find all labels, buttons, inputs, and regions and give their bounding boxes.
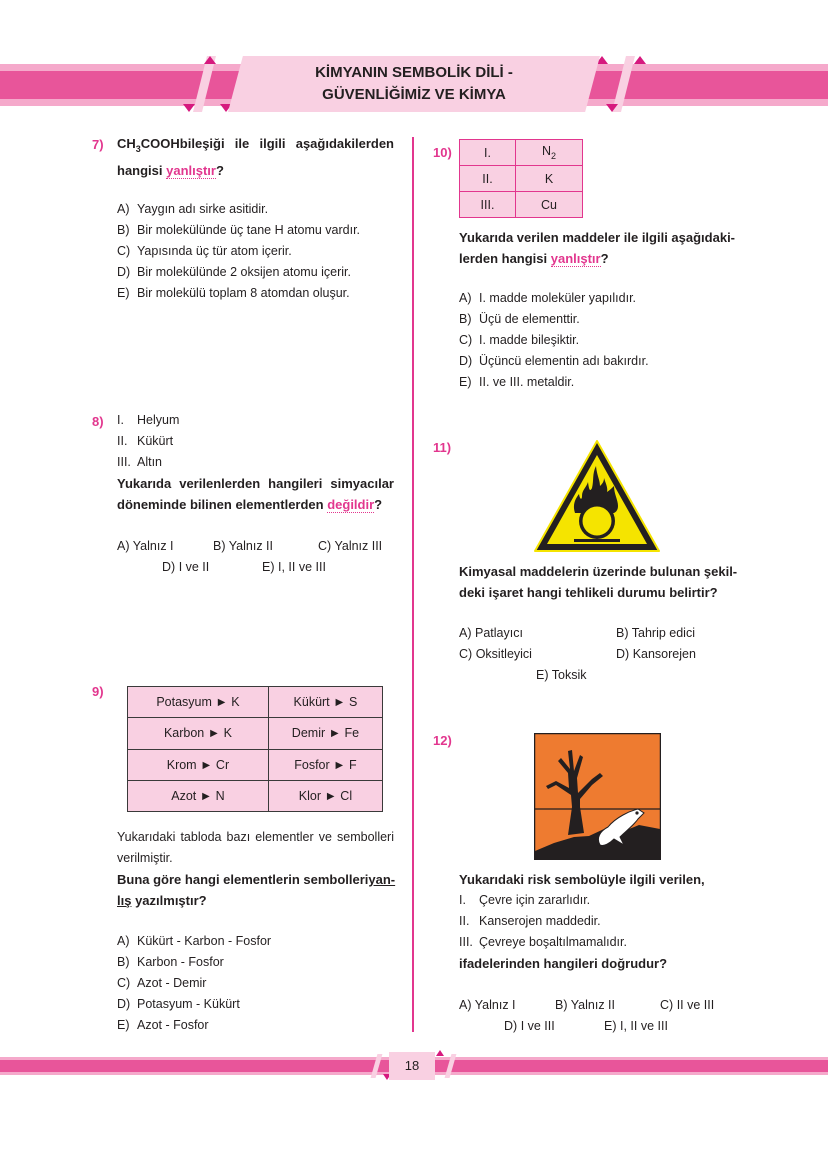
stem-text: bileşiği ile ilgili aşağıdakilerden [179, 136, 394, 151]
option-text: II ve III [676, 998, 715, 1012]
option-c[interactable] [117, 241, 292, 262]
statement-item [459, 911, 601, 932]
statement-item [117, 410, 179, 431]
emphasis-word: lış [117, 893, 132, 908]
question-stem [117, 133, 394, 181]
question-stem: Yukarıdaki risk sembolüyle ilgili verilen, [459, 872, 705, 887]
option-text: Yalnız II [228, 539, 273, 553]
table-cell: Kükürt ► S [268, 687, 382, 718]
option-text: Yalnız I [474, 998, 516, 1012]
stem-text: Yukarıda verilen maddeler ile ilgili aşağıdaki- [459, 230, 736, 245]
stem-text: ? [600, 251, 609, 266]
stem-text: Kimyasal maddelerin üzerinde bulunan şekil- [459, 564, 738, 579]
option-label: D) [117, 265, 131, 279]
table-cell: I. [460, 140, 516, 166]
header-triangle [606, 104, 618, 112]
option-e[interactable] [117, 283, 350, 304]
statement-item [459, 890, 590, 911]
option-text: Üçüncü elementin adı bakırdır. [479, 354, 649, 368]
option-label: E) [536, 668, 549, 682]
option-b[interactable] [616, 623, 695, 644]
option-b[interactable] [117, 220, 360, 241]
option-a[interactable] [459, 995, 516, 1016]
option-b[interactable] [555, 995, 615, 1016]
option-label: A) [459, 626, 472, 640]
option-text: Azot - Fosfor [137, 1018, 209, 1032]
option-e[interactable] [459, 372, 574, 393]
option-text: Patlayıcı [474, 626, 523, 640]
option-label: D) [504, 1019, 518, 1033]
option-a[interactable] [117, 199, 268, 220]
option-text: I ve II [178, 560, 210, 574]
option-e[interactable] [262, 557, 326, 578]
question-number: 8) [92, 414, 104, 429]
option-d[interactable] [504, 1016, 555, 1037]
column-divider [412, 137, 414, 1032]
option-label: C) [459, 333, 473, 347]
option-label: A) [459, 291, 472, 305]
emphasis-word: yanlıştır [550, 251, 601, 266]
option-text: Toksik [551, 668, 587, 682]
option-label: D) [162, 560, 176, 574]
option-label: B) [555, 998, 568, 1012]
option-text: Yalnız II [570, 998, 615, 1012]
option-d[interactable] [117, 262, 351, 283]
formula: CH [117, 136, 136, 151]
page-title-line2: GÜVENLİĞİMİZ VE KİMYA [322, 86, 506, 103]
emphasis-word: değildir [327, 497, 375, 512]
option-d[interactable] [616, 644, 696, 665]
question-stem [459, 227, 749, 269]
table-cell: Azot ► N [128, 780, 269, 811]
roman-numeral: I. [117, 413, 124, 427]
stem-text: Buna göre hangi elementlerin sembolleri [117, 872, 369, 887]
question-number: 7) [92, 137, 104, 152]
option-label: E) [117, 1018, 130, 1032]
option-label: B) [117, 223, 130, 237]
option-label: D) [616, 647, 630, 661]
option-text: I. madde moleküler yapılıdır. [479, 291, 637, 305]
header-triangle [183, 104, 195, 112]
option-label: A) [117, 202, 130, 216]
option-text: Kansorejen [632, 647, 696, 661]
stem-text: Yukarıda verilenlerden hangileri simyacılar [117, 476, 394, 491]
option-text: Yalnız III [334, 539, 383, 553]
option-text: Bir molekülünde 2 oksijen atomu içerir. [137, 265, 351, 279]
header-triangle [634, 56, 646, 64]
stem-text: deki işaret hangi tehlikeli durumu belirtir? [459, 585, 718, 600]
intro-text: Yukarıdaki tabloda bazı elementler ve sembolleri [117, 830, 394, 844]
option-text: Oksitleyici [475, 647, 532, 661]
option-text: Bir molekülünde üç tane H atomu vardır. [137, 223, 361, 237]
roman-numeral: II. [459, 914, 470, 928]
option-text: I ve III [520, 1019, 555, 1033]
statement-item [117, 431, 173, 452]
option-text: Azot - Demir [137, 976, 207, 990]
page-number: 18 [389, 1052, 435, 1080]
option-label: E) [604, 1019, 617, 1033]
option-label: A) [117, 934, 130, 948]
table-cell: II. [460, 166, 516, 192]
option-label: A) [459, 998, 472, 1012]
stem-text: döneminde bilinen elementlerden [117, 497, 328, 512]
table-cell [516, 140, 583, 166]
substance-table [459, 139, 583, 218]
option-text: Bir molekülü toplam 8 atomdan oluşur. [137, 286, 350, 300]
option-text: Potasyum - Kükürt [137, 997, 240, 1011]
option-a[interactable] [117, 536, 174, 557]
statement-text: Çevre için zararlıdır. [479, 893, 591, 907]
option-label: B) [459, 312, 472, 326]
page-title-line1: KİMYANIN SEMBOLİK DİLİ - [315, 64, 513, 81]
option-e[interactable] [604, 1016, 668, 1037]
option-text: Karbon - Fosfor [137, 955, 224, 969]
option-e[interactable] [117, 1015, 209, 1036]
stem-text: yazılmıştır? [131, 893, 207, 908]
option-b[interactable] [213, 536, 273, 557]
roman-numeral: III. [459, 935, 473, 949]
option-text: Tahrip edici [631, 626, 695, 640]
option-c[interactable] [318, 536, 382, 557]
option-e[interactable] [536, 665, 586, 686]
table-cell: Cu [516, 192, 583, 218]
element-symbol-table [127, 686, 383, 812]
option-label: C) [660, 998, 674, 1012]
formula: COOH [140, 136, 180, 151]
statement-text: Helyum [137, 413, 180, 427]
option-b[interactable] [459, 309, 580, 330]
option-text: Üçü de elementtir. [479, 312, 580, 326]
option-a[interactable] [459, 623, 523, 644]
option-label: D) [117, 997, 131, 1011]
option-c[interactable] [459, 330, 579, 351]
question-stem [117, 473, 394, 515]
question-stem-end: ifadelerinden hangileri doğrudur? [459, 956, 668, 971]
table-cell: Krom ► Cr [128, 749, 269, 780]
option-text: Yapısında üç tür atom içerir. [137, 244, 292, 258]
page-title [228, 62, 600, 106]
option-label: A) [117, 539, 130, 553]
formula-subscript: 3 [135, 144, 141, 154]
table-cell: K [516, 166, 583, 192]
table-cell: III. [460, 192, 516, 218]
intro-text: verilmiştir. [117, 851, 173, 865]
option-label: E) [262, 560, 275, 574]
option-text: Kükürt - Karbon - Fosfor [137, 934, 272, 948]
option-label: C) [318, 539, 332, 553]
symbol-subscript: 2 [551, 151, 557, 161]
statement-item [117, 452, 162, 473]
footer-triangle [436, 1050, 444, 1056]
symbol: N [541, 144, 551, 158]
question-number: 12) [433, 733, 452, 748]
statement-item [459, 932, 627, 953]
option-text: I, II ve III [277, 560, 326, 574]
table-cell: Karbon ► K [128, 718, 269, 749]
option-a[interactable] [459, 288, 636, 309]
option-d[interactable] [162, 557, 209, 578]
option-label: C) [459, 647, 473, 661]
option-text: Yaygın adı sirke asitidir. [137, 202, 269, 216]
question-number: 9) [92, 684, 104, 699]
option-a[interactable] [117, 931, 271, 952]
option-d[interactable] [117, 994, 240, 1015]
question-number: 11) [433, 440, 452, 455]
roman-numeral: II. [117, 434, 128, 448]
table-cell: Fosfor ► F [268, 749, 382, 780]
stem-text: ? [374, 497, 383, 512]
statement-text: Kanserojen maddedir. [479, 914, 601, 928]
stem-text: lerden hangisi [459, 251, 551, 266]
stem-text: ? [215, 163, 224, 178]
stem-text: hangisi [117, 163, 167, 178]
option-text: Yalnız I [132, 539, 174, 553]
option-label: B) [616, 626, 629, 640]
roman-numeral: III. [117, 455, 131, 469]
question-number: 10) [433, 145, 452, 160]
header-triangle [204, 56, 216, 64]
option-b[interactable] [117, 952, 224, 973]
option-label: B) [117, 955, 130, 969]
option-d[interactable] [459, 351, 649, 372]
question-intro [117, 827, 394, 869]
option-label: B) [213, 539, 226, 553]
table-cell: Potasyum ► K [128, 687, 269, 718]
table-cell: Demir ► Fe [268, 718, 382, 749]
question-stem [117, 869, 394, 911]
table-cell: Klor ► Cl [268, 780, 382, 811]
option-label: C) [117, 244, 131, 258]
statement-text: Çevreye boşaltılmamalıdır. [479, 935, 627, 949]
roman-numeral: I. [459, 893, 466, 907]
option-text: I. madde bileşiktir. [479, 333, 580, 347]
option-label: E) [459, 375, 472, 389]
option-c[interactable] [660, 995, 714, 1016]
question-stem [459, 561, 749, 603]
environment-hazard-icon [534, 733, 661, 860]
emphasis-word: yanlıştır [166, 163, 216, 178]
option-text: II. ve III. metaldir. [479, 375, 575, 389]
option-text: I, II ve III [619, 1019, 668, 1033]
option-c[interactable] [117, 973, 206, 994]
option-label: E) [117, 286, 130, 300]
emphasis-word: yan- [368, 872, 396, 887]
option-label: D) [459, 354, 473, 368]
oxidizer-hazard-icon [532, 438, 662, 556]
option-label: C) [117, 976, 131, 990]
statement-text: Kükürt [137, 434, 174, 448]
statement-text: Altın [137, 455, 163, 469]
option-c[interactable] [459, 644, 532, 665]
